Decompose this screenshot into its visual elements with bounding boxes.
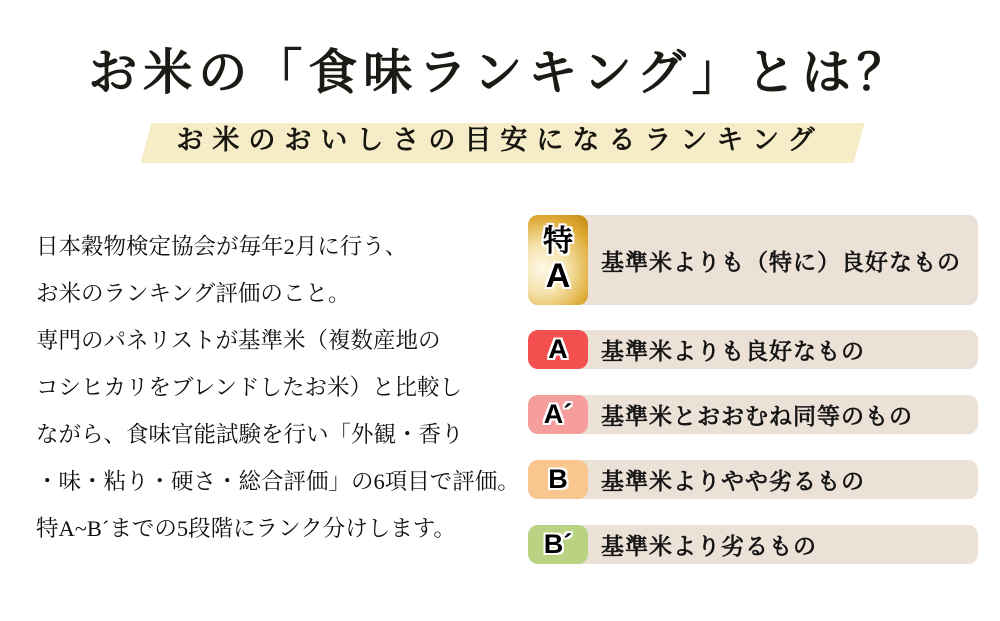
grade-badge-a (528, 330, 588, 369)
description-text (36, 223, 518, 552)
grade-badge-a-prime (528, 395, 588, 434)
grade-badge-text: 特 (543, 225, 573, 258)
grade-description: 基準米とおおむね同等のもの (601, 403, 913, 429)
grade-description: 基準米よりも良好なもの (601, 338, 865, 364)
grade-description: 基準米よりも（特に）良好なもの (601, 248, 961, 275)
description-line: コシヒカリをブレンドしたお米）と比較し (36, 375, 463, 400)
grade-badge-toku-a (528, 215, 588, 305)
grade-badge-text: A (548, 334, 568, 364)
grade-badge-b (528, 460, 588, 499)
subtitle (0, 114, 1000, 163)
grade-badge-text: B´ (543, 529, 573, 559)
description-line: ・味・粘り・硬さ・総合評価」の6項目で評価。 (36, 469, 520, 494)
subtitle-label: お米のおいしさの目安になるランキング (176, 125, 824, 155)
ranking-row-b-prime (528, 525, 978, 564)
subtitle-container (172, 114, 827, 163)
description-line: 特A~B´までの5段階にランク分けします。 (36, 516, 456, 541)
ranking-legend (528, 215, 978, 564)
grade-description: 基準米より劣るもの (601, 533, 817, 559)
description-line: お米のランキング評価のこと。 (36, 281, 351, 306)
ranking-row-toku-a (528, 215, 978, 305)
page-title: お米の「食味ランキング」とは？ (88, 45, 912, 100)
description-line: ながら、食味官能試験を行い「外観・香り (36, 422, 464, 447)
grade-description: 基準米よりやや劣るもの (601, 468, 865, 494)
grade-badge-b-prime (528, 525, 588, 564)
ranking-row-a-prime (528, 395, 978, 434)
grade-badge-text: A (545, 257, 571, 295)
ranking-row-a (528, 330, 978, 369)
grade-badge-text: A´ (543, 399, 573, 429)
ranking-row-b (528, 460, 978, 499)
grade-badge-text: B (548, 464, 568, 494)
description-line: 日本穀物検定協会が毎年2月に行う、 (36, 234, 408, 259)
description-line: 専門のパネリストが基準米（複数産地の (36, 328, 441, 353)
